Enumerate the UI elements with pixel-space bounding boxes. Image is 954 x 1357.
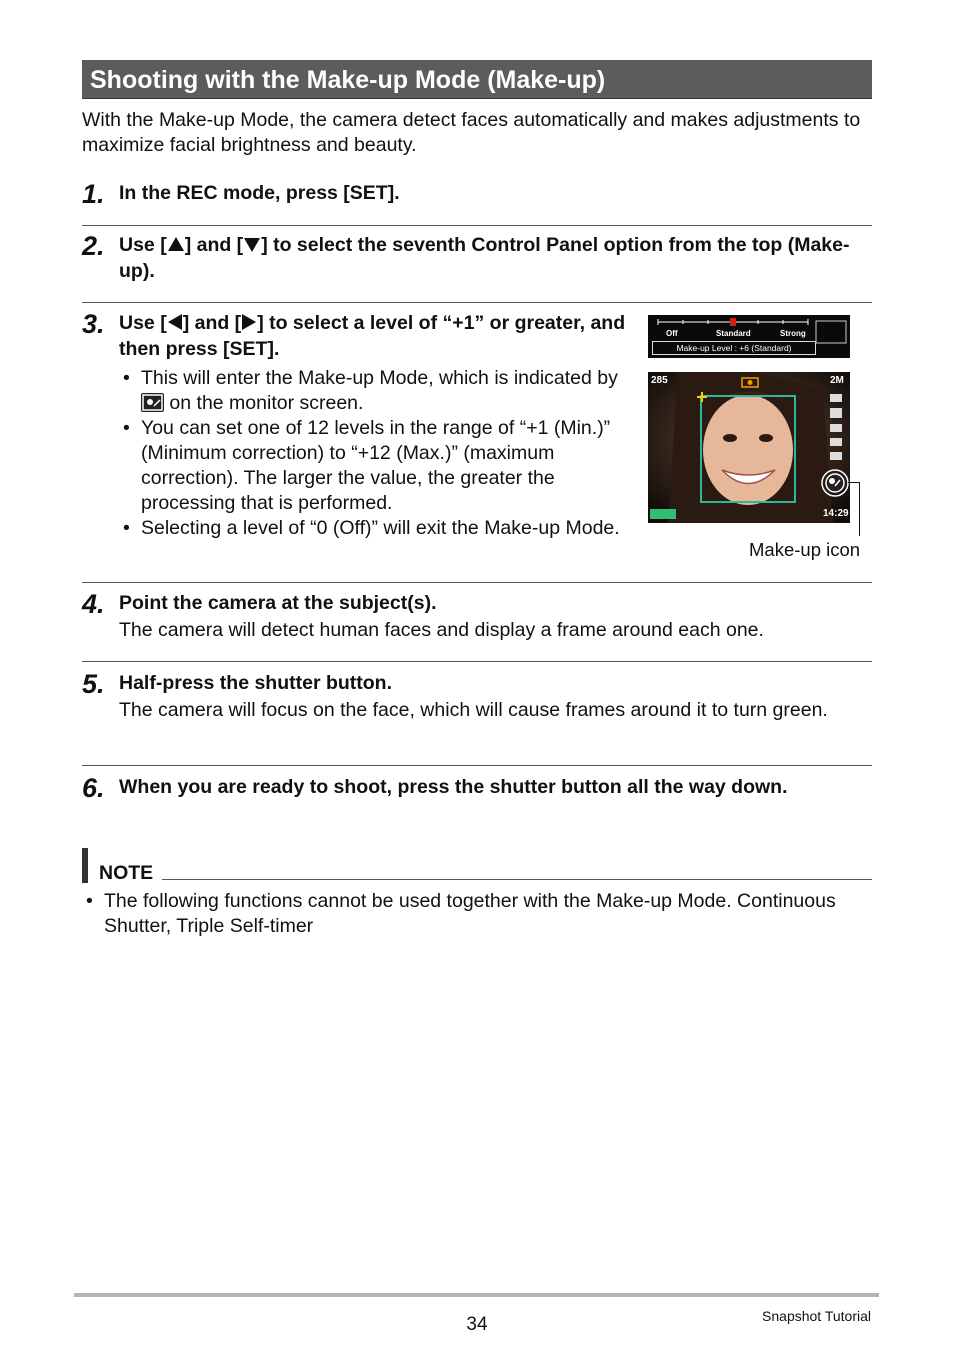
step-1	[82, 180, 872, 210]
level-label-standard: Standard	[716, 329, 751, 338]
step-heading: Point the camera at the subject(s).	[119, 592, 437, 614]
figure-caption: Make-up icon	[749, 539, 861, 560]
clock-time: 14:29	[823, 508, 849, 519]
step-number: 2.	[82, 231, 105, 261]
status-icons	[824, 390, 848, 462]
step-number: 5.	[82, 669, 105, 699]
step-divider	[82, 661, 872, 662]
step-3	[82, 310, 642, 366]
list-item: • This will enter the Make-up Mode, which is indicated by on the monitor screen.	[123, 367, 618, 414]
list-item: • You can set one of 12 levels in the range of “+1 (Min.)” (Minimum correction) to “+12 (Max.)” (maximum correction). The larger the value, the greater the processing that is performed.	[123, 417, 611, 514]
image-size: 2M	[830, 375, 844, 386]
make-up-level-readout: Make-up Level : +6 (Standard)	[652, 341, 816, 355]
monitor-screenshot	[648, 372, 850, 523]
right-arrow-icon	[242, 314, 256, 330]
make-up-mode-icon	[141, 393, 164, 412]
step-5	[82, 670, 872, 750]
step-heading: Half-press the shutter button.	[119, 672, 393, 694]
section-title: Shooting with the Make-up Mode (Make-up)	[82, 60, 872, 99]
step-3-bullets	[119, 366, 629, 541]
callout-leader	[859, 482, 860, 536]
step-heading: Use [ ] and [ ] to select a level of “+1” or greater, and then press [SET].	[119, 312, 626, 360]
left-arrow-icon	[168, 314, 182, 330]
callout-leader	[848, 482, 859, 483]
note-title: NOTE	[99, 862, 154, 884]
list-item: • Selecting a level of “0 (Off)” will exit the Make-up Mode.	[123, 517, 620, 539]
step-6	[82, 774, 872, 830]
step-number: 1.	[82, 179, 105, 209]
level-label-off: Off	[666, 329, 678, 338]
note-marker	[82, 848, 88, 883]
camera-icon	[740, 374, 760, 388]
step-heading: When you are ready to shoot, press the shutter button all the way down.	[119, 776, 788, 798]
step-heading: In the REC mode, press [SET].	[119, 182, 400, 204]
step-number: 3.	[82, 309, 105, 339]
step-number: 6.	[82, 773, 105, 803]
step-heading: Use [ ] and [ ] to select the seventh Control Panel option from the top (Make-up).	[119, 234, 850, 282]
page-number: 34	[466, 1314, 488, 1335]
down-arrow-icon	[244, 238, 260, 252]
step-divider	[82, 582, 872, 583]
step-divider	[82, 765, 872, 766]
make-up-mode-icon	[820, 468, 850, 498]
intro-paragraph: With the Make-up Mode, the camera detect faces automatically and makes adjustments to maximize facial brightness and beauty.	[82, 109, 861, 156]
step-4	[82, 590, 872, 646]
step-2	[82, 232, 872, 288]
step-description: The camera will focus on the face, which will cause frames around it to turn green.	[119, 699, 828, 721]
up-arrow-icon	[168, 237, 184, 251]
control-panel-screenshot	[648, 315, 850, 358]
step-description: The camera will detect human faces and display a frame around each one.	[119, 619, 764, 641]
step-number: 4.	[82, 589, 105, 619]
face-photo	[648, 372, 850, 523]
step-divider	[82, 225, 872, 226]
section-label: Snapshot Tutorial	[762, 1308, 871, 1324]
level-label-strong: Strong	[780, 329, 806, 338]
shots-remaining: 285	[651, 375, 668, 386]
note-body	[82, 889, 872, 939]
step-divider	[82, 302, 872, 303]
note-divider	[162, 879, 872, 880]
list-item: • The following functions cannot be used together with the Make-up Mode. Continuous Shutter, Triple Self-timer	[86, 890, 836, 937]
footer-rule	[74, 1293, 879, 1297]
